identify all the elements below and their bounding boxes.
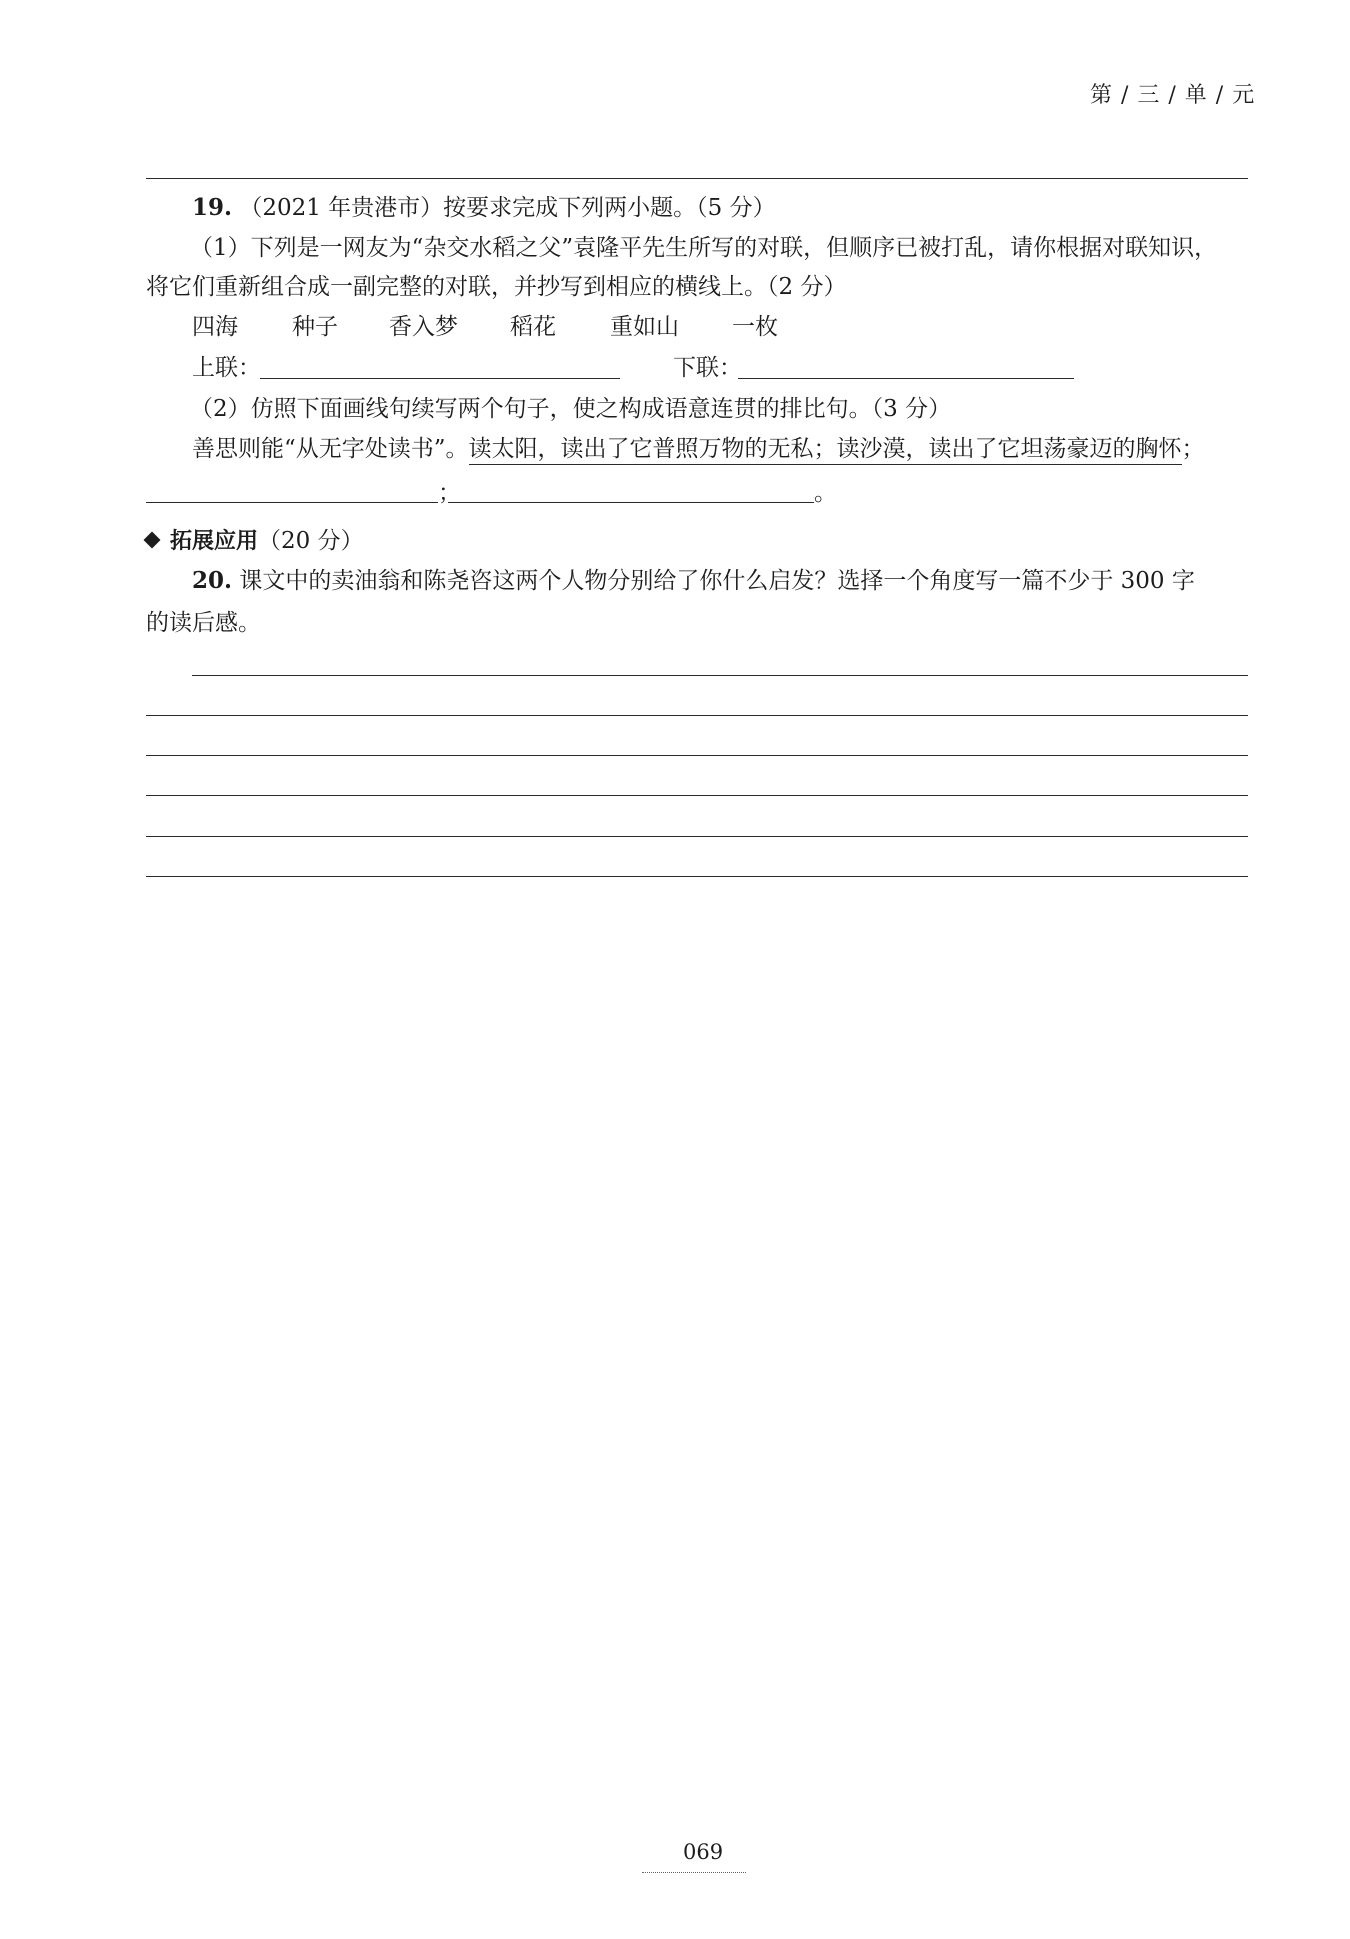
word-item: 重如山 (610, 314, 679, 340)
writing-line[interactable] (146, 876, 1248, 877)
unit-header: 第 / 三 / 单 / 元 (1090, 83, 1256, 108)
lower-couplet-label: 下联： (673, 355, 742, 381)
page-number-dots (642, 1872, 746, 1873)
diamond-icon (144, 532, 161, 549)
writing-line[interactable] (146, 755, 1248, 756)
word-item: 稻花 (510, 314, 556, 340)
section-score: （20 分） (258, 528, 364, 554)
question-20-text: 课文中的卖油翁和陈尧咨这两个人物分别给了你什么启发？选择一个角度写一篇不少于 300 字 (239, 568, 1195, 594)
q19-part1-line1: （1）下列是一网友为“杂交水稻之父”袁隆平先生所写的对联，但顺序已被打乱，请你根据对联知识， (190, 235, 1218, 261)
section-title: 拓展应用 (170, 529, 259, 554)
writing-line[interactable] (192, 675, 1248, 676)
question-20-line2: 的读后感。 (146, 610, 261, 636)
section-header (146, 524, 364, 555)
writing-line[interactable] (146, 795, 1248, 796)
page-number: 069 (683, 1840, 724, 1864)
example-underlined: 读太阳，读出了它普照万物的无私；读沙漠，读出了它坦荡豪迈的胸怀 (469, 436, 1182, 465)
continuation-semicolon: ； (438, 480, 461, 506)
word-item: 四海 (192, 314, 238, 340)
continuation-blank-1[interactable] (146, 502, 438, 503)
question-19-title (192, 196, 776, 220)
word-item: 一枚 (732, 314, 778, 340)
example-prefix: 善思则能“从无字处读书”。 (192, 436, 469, 462)
upper-couplet-label: 上联： (192, 355, 261, 381)
question-20-line1 (192, 569, 1195, 593)
continuation-period: 。 (814, 480, 837, 506)
question-19-heading: （2021 年贵港市）按要求完成下列两小题。（5 分） (239, 195, 776, 221)
writing-line[interactable] (146, 836, 1248, 837)
word-item: 种子 (292, 314, 338, 340)
question-19-number: 19. (192, 194, 233, 221)
upper-couplet-blank[interactable] (260, 378, 620, 379)
writing-line[interactable] (146, 715, 1248, 716)
continuation-blank-2[interactable] (448, 502, 814, 503)
q19-part1-line2: 将它们重新组合成一副完整的对联，并抄写到相应的横线上。（2 分） (146, 274, 847, 300)
example-sentence (192, 438, 1205, 461)
question-20-number: 20. (192, 567, 233, 594)
word-item: 香入梦 (389, 314, 458, 340)
header-rule (146, 178, 1248, 179)
q19-part2: （2）仿照下面画线句续写两个句子，使之构成语意连贯的排比句。（3 分） (190, 396, 952, 422)
lower-couplet-blank[interactable] (738, 378, 1074, 379)
example-suffix: ； (1181, 436, 1205, 462)
